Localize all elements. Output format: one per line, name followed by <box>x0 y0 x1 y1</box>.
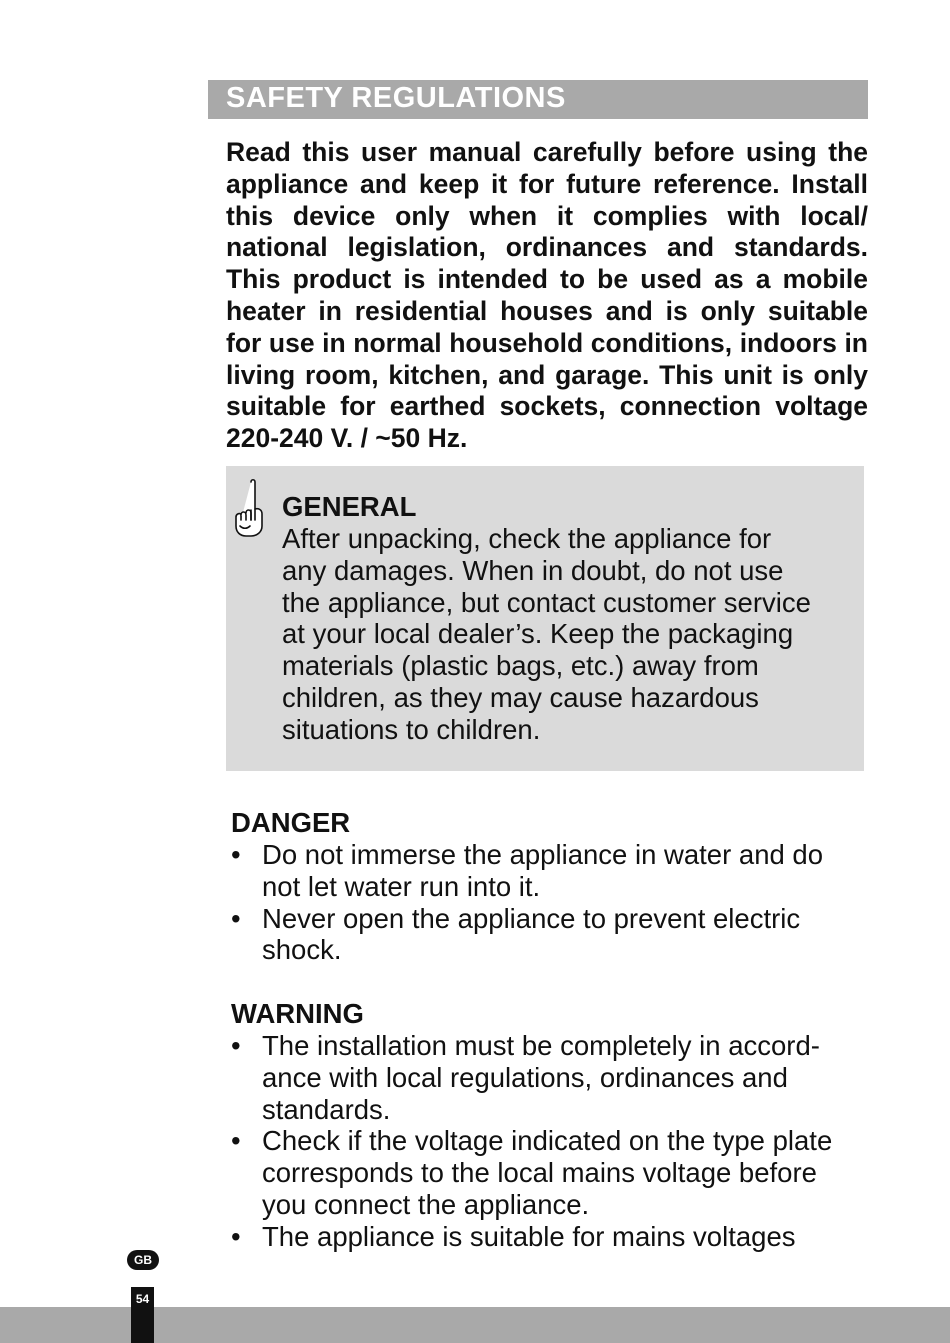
intro-line: living room, kitchen, and garage. This unit is only <box>226 359 868 390</box>
intro-line: 220-240 V. / ~50 Hz. <box>226 423 468 454</box>
list-item-line: Check if the voltage indicated on the type plate <box>262 1125 833 1157</box>
page-title: SAFETY REGULATIONS <box>226 82 566 114</box>
intro-line: appliance and keep it for future reference. Install <box>226 168 868 199</box>
intro-line: suitable for earthed sockets, connection voltage <box>226 391 868 422</box>
list-item <box>231 1125 832 1220</box>
language-badge: GB <box>127 1250 159 1270</box>
danger-heading: DANGER <box>231 807 351 838</box>
general-line: at your local dealer’s. Keep the packaging <box>282 618 794 650</box>
bullet-icon: • <box>231 1220 241 1252</box>
intro-line: for use in normal household conditions, indoors in <box>226 327 868 358</box>
general-line: materials (plastic bags, etc.) away from <box>282 650 759 682</box>
list-item <box>231 839 823 903</box>
bullet-icon: • <box>231 1030 241 1061</box>
section-title-bar <box>208 80 868 119</box>
bullet-icon: • <box>231 839 241 870</box>
general-text <box>282 523 811 746</box>
list-item-line: standards. <box>262 1093 391 1125</box>
list-item-line: shock. <box>262 934 342 966</box>
warning-list <box>231 1030 832 1253</box>
list-item-line: The installation must be completely in accord- <box>262 1030 820 1061</box>
general-line: the appliance, but contact customer service <box>282 586 811 618</box>
bullet-icon: • <box>231 1125 241 1157</box>
general-line: situations to children. <box>282 713 541 745</box>
list-item <box>231 1221 832 1253</box>
general-notice-box <box>226 466 864 771</box>
list-item-line: Do not immerse the appliance in water and do <box>262 839 824 870</box>
general-line: children, as they may cause hazardous <box>282 681 759 713</box>
general-line: After unpacking, check the appliance for <box>282 523 772 554</box>
warning-heading: WARNING <box>231 998 364 1029</box>
intro-line: This product is intended to be used as a mobile <box>226 264 868 295</box>
bullet-icon: • <box>231 902 241 934</box>
intro-paragraph <box>226 137 868 455</box>
list-item-line: you connect the appliance. <box>262 1188 590 1220</box>
intro-line: national legislation, ordinances and standards. <box>226 232 868 263</box>
general-heading: GENERAL <box>282 491 417 522</box>
page-number-tab <box>131 1287 154 1343</box>
general-line: any damages. When in doubt, do not use <box>282 554 784 586</box>
intro-line: heater in residential houses and is only suitable <box>226 295 868 326</box>
danger-list <box>231 839 823 966</box>
list-item-line: Never open the appliance to prevent electric <box>262 902 801 934</box>
page-number: 54 <box>135 1292 150 1306</box>
pointing-hand-icon <box>232 476 266 538</box>
list-item-line: The appliance is suitable for mains voltages <box>262 1220 796 1252</box>
list-item-line: corresponds to the local mains voltage before <box>262 1157 817 1189</box>
intro-line: Read this user manual carefully before using the <box>226 137 868 167</box>
list-item-line: ance with local regulations, ordinances and <box>262 1061 788 1093</box>
list-item <box>231 1030 832 1125</box>
list-item-line: not let water run into it. <box>262 870 541 902</box>
intro-line: this device only when it complies with local/ <box>226 200 868 231</box>
list-item <box>231 903 823 967</box>
